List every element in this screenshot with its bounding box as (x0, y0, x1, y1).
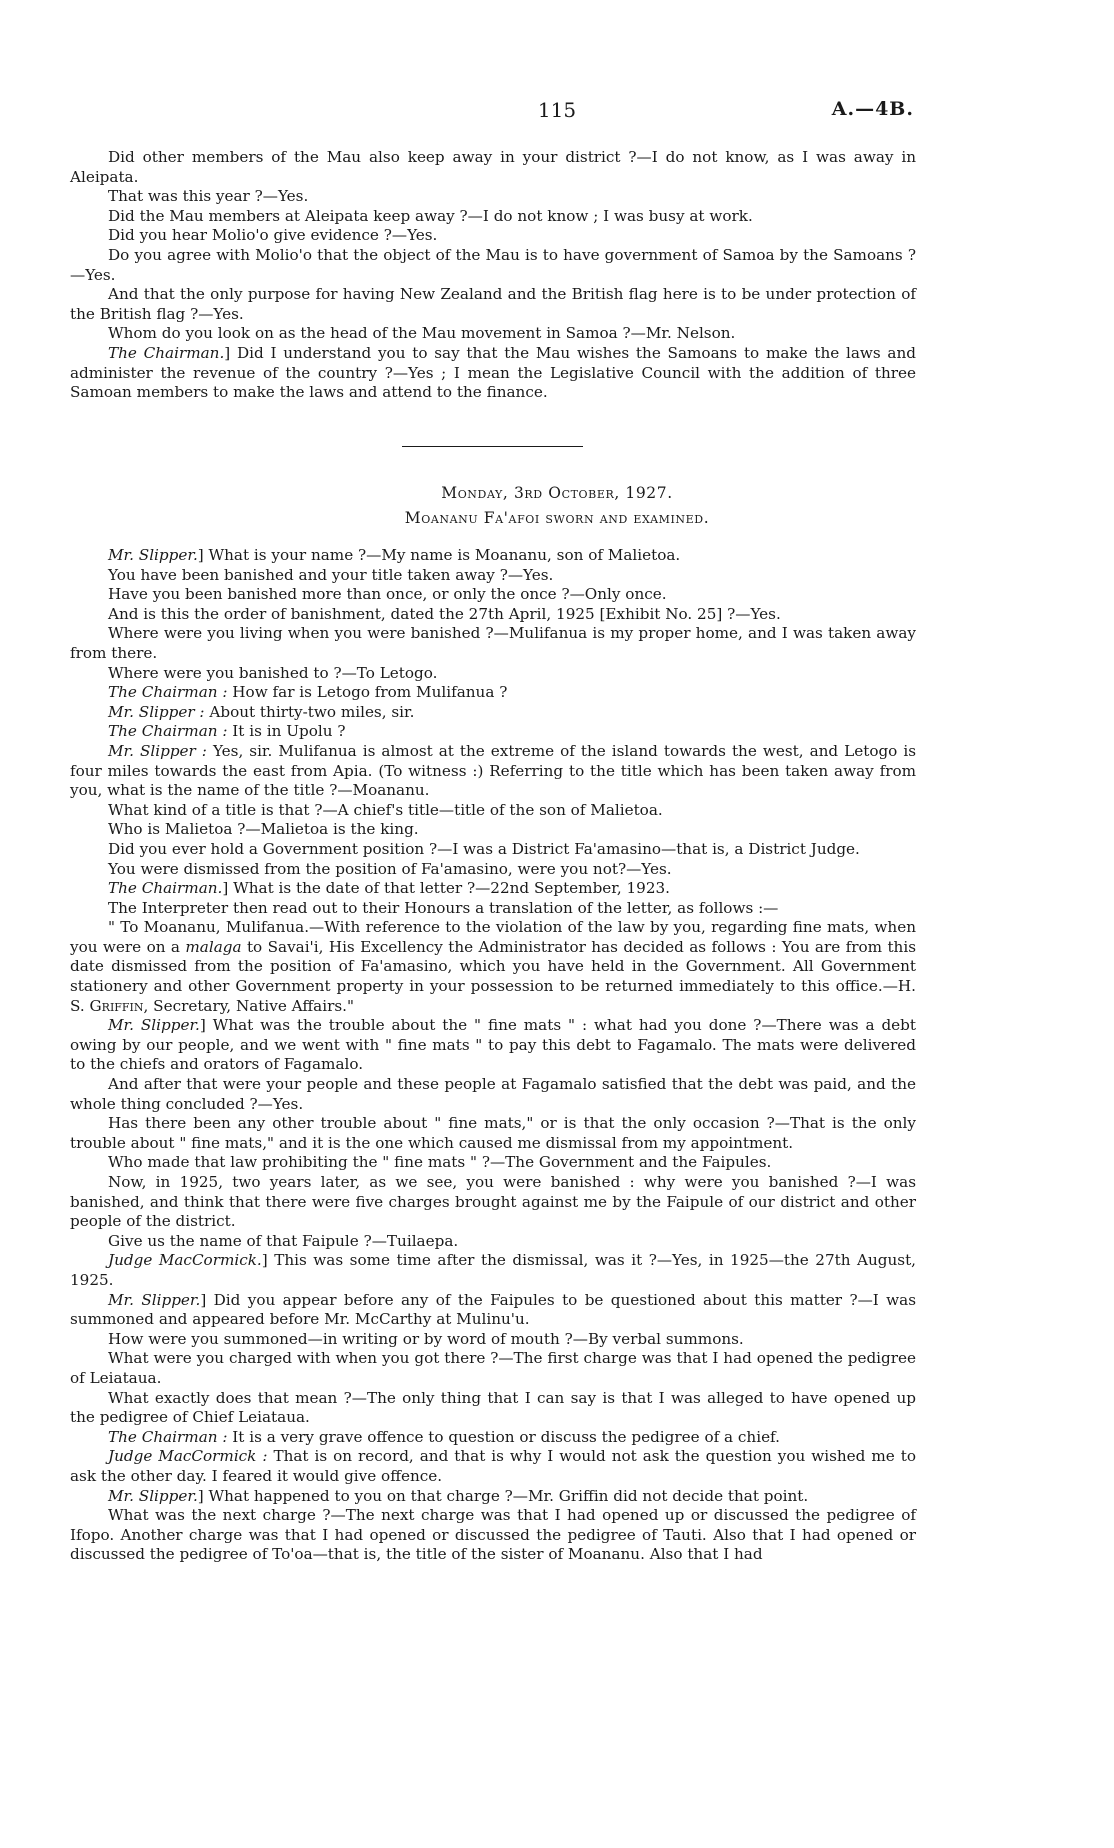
paragraph (70, 624, 916, 663)
paragraph-text: ] Did you appear before any of the Faipules to be questioned about this matter ?—I was summoned and appeared before Mr. McCarthy at Mulinu'u. (70, 1290, 917, 1329)
paragraph (70, 860, 916, 880)
paragraph (70, 546, 916, 566)
paragraph: That was this year ?—Yes. (108, 187, 309, 206)
speaker-name: Mr. Slipper. (108, 546, 198, 564)
paragraph-text: Yes, sir. Mulifanua is almost at the extreme of the island towards the west, and Letogo is four miles towards the east from Apia. (To witness :) Referring to the title which has been taken away from you, what is the name of the title ?—Moananu. (70, 741, 916, 800)
paragraph (70, 742, 916, 801)
paragraph (70, 1016, 916, 1075)
paragraph (70, 605, 916, 625)
speaker-name: Judge MacCormick. (108, 1251, 262, 1270)
speaker-name: The Chairman : (108, 1427, 228, 1446)
paragraph (70, 1428, 916, 1448)
paragraph (70, 1506, 916, 1565)
paragraph-text: It is a very grave offence to question or discuss the pedigree of a chief. (227, 1427, 780, 1446)
speaker-name: The Chairman. (108, 879, 223, 898)
paragraph-text: ] What is your name ?—My name is Moananu, son of Malietoa. (197, 546, 681, 564)
letter-malaga: malaga (185, 937, 242, 956)
paragraph (70, 722, 916, 742)
page-header (0, 98, 1114, 122)
paragraph (70, 1114, 916, 1153)
paragraph: Do you agree with Molio'o that the object of the Mau is to have government of Samoa by the Samoans ?—Yes. (70, 245, 916, 284)
paragraph (70, 1291, 916, 1330)
paragraph (70, 585, 916, 605)
paragraph-text: What exactly does that mean ?—The only thing that I can say is that I was alleged to have opened up the pedigree of Chief Leiataua. (70, 1388, 916, 1427)
paragraph-text: Give us the name of that Faipule ?—Tuilaepa. (108, 1231, 459, 1250)
paragraph (70, 1447, 916, 1486)
paragraph-text: About thirty-two miles, sir. (204, 702, 415, 721)
letter-text: , Secretary, Native Affairs." (143, 996, 354, 1015)
letter-text: " To Moananu, Mulifanua.—With reference to the violation of the law by you, regarding fine mats, when you were on a (70, 918, 916, 956)
paragraph: Did other members of the Mau also keep away in your district ?—I do not know, as I was away in Aleipata. (70, 148, 916, 186)
paragraph-text: ] What was the trouble about the " fine mats " : what had you done ?—There was a debt owing by our people, and we went with " fine mats " to pay this debt to Fagamalo. The mats were delivered to the chiefs and orators of Fagamalo. (70, 1016, 916, 1074)
paragraph-text: It is in Upolu ? (227, 722, 346, 741)
paragraph-text: Who made that law prohibiting the " fine mats " ?—The Government and the Faipules. (108, 1153, 772, 1172)
paragraph (70, 1232, 916, 1252)
paragraph-text: Have you been banished more than once, or only the once ?—Only once. (108, 585, 667, 604)
paragraph (70, 1487, 916, 1507)
paragraph (70, 1251, 916, 1290)
paragraph (70, 1075, 916, 1114)
paragraph (70, 1153, 916, 1173)
speaker-name: Mr. Slipper : (108, 741, 207, 760)
paragraph-text: Now, in 1925, two years later, as we see, you were banished : why were you banished ?—I was banished, and think that there were five charges brought against me by the Faipule of our district and other people of the district. (70, 1173, 916, 1231)
paragraph (70, 899, 916, 919)
paragraph-text: You were dismissed from the position of Fa'amasino, were you not?—Yes. (108, 859, 672, 878)
document-reference: A.—4B. (831, 98, 914, 120)
paragraph (70, 683, 916, 703)
paragraph-text: The Interpreter then read out to their Honours a translation of the letter, as follows :— (108, 898, 779, 917)
speaker-name: The Chairman. (108, 343, 225, 362)
paragraph-text: Who is Malietoa ?—Malietoa is the king. (108, 820, 419, 839)
paragraph: Did the Mau members at Aleipata keep away ?—I do not know ; I was busy at work. (108, 206, 753, 225)
paragraph-text: How were you summoned—in writing or by word of mouth ?—By verbal summons. (108, 1329, 744, 1348)
paragraph (70, 840, 916, 860)
paragraph: And that the only purpose for having New Zealand and the British flag here is to be under protection of the British flag ?—Yes. (70, 285, 916, 323)
paragraph-text: That is on record, and that is why I would not ask the question you wished me to ask the other day. I feared it would give offence. (70, 1447, 916, 1485)
paragraph-text: Has there been any other trouble about " fine mats," or is that the only occasion ?—That is the only trouble about " fine mats," and it is the one which caused me dismissal from my appointment. (70, 1114, 916, 1152)
paragraph (70, 703, 916, 723)
paragraph-text: You have been banished and your title taken away ?—Yes. (108, 565, 554, 584)
paragraph-text: Did you ever hold a Government position ?—I was a District Fa'amasino—that is, a District Judge. (108, 839, 860, 858)
paragraph-text: What were you charged with when you got there ?—The first charge was that I had opened the pedigree of Leiataua. (70, 1349, 916, 1387)
paragraph: Did you hear Molio'o give evidence ?—Yes. (108, 226, 438, 245)
paragraph-text: What was the next charge ?—The next charge was that I had opened up or discussed the pedigree of Ifopo. Another charge was that I had opened or discussed the pedigree of Tauti. Also that I had opened or discussed the pedigree of To'oa—that is, the title of the sister of Moananu. Also that I had (70, 1506, 916, 1564)
paragraph (70, 1173, 916, 1232)
paragraph (70, 1349, 916, 1388)
paragraph-text: What kind of a title is that ?—A chief's title—title of the son of Malietoa. (108, 800, 663, 819)
paragraph (70, 344, 916, 403)
paragraph (70, 1330, 916, 1350)
witness-heading: Moananu Fa'afoi sworn and examined. (404, 509, 710, 527)
speaker-name: The Chairman : (108, 683, 228, 702)
paragraph (70, 820, 916, 840)
paragraph-text: ] This was some time after the dismissal, was it ?—Yes, in 1925—the 27th August, 1925. (70, 1251, 917, 1289)
speaker-name: Mr. Slipper. (108, 1016, 200, 1035)
speaker-name: Mr. Slipper. (108, 1290, 201, 1309)
section-divider (402, 446, 583, 447)
paragraph-text: ] What is the date of that letter ?—22nd September, 1923. (222, 879, 670, 898)
paragraph-text: And after that were your people and these people at Fagamalo satisfied that the debt was paid, and the whole thing concluded ?—Yes. (70, 1075, 916, 1113)
testimony-section-1 (70, 148, 916, 403)
speaker-name: Judge MacCormick : (108, 1447, 268, 1466)
paragraph-text: Where were you living when you were banished ?—Mulifanua is my proper home, and I was taken away from there. (70, 624, 916, 662)
speaker-name: Mr. Slipper : (108, 702, 205, 721)
speaker-name: The Chairman : (108, 722, 228, 741)
paragraph-text: ] Did I understand you to say that the Mau wishes the Samoans to make the laws and administer the revenue of the country ?—Yes ; I mean the Legislative Council with the addition of three Samoan members to make the laws and attend to the finance. (70, 343, 916, 402)
quoted-letter (70, 918, 916, 1016)
paragraph-text: How far is Letogo from Mulifanua ? (227, 683, 508, 702)
paragraph: Whom do you look on as the head of the Mau movement in Samoa ?—Mr. Nelson. (108, 324, 736, 343)
session-date-heading: Monday, 3rd October, 1927. (441, 484, 673, 502)
paragraph (70, 566, 916, 586)
paragraph (70, 879, 916, 899)
letter-text: to Savai'i, His Excellency the Administrator has decided as follows : You are from this date dismissed from the position of Fa'amasino, which you have held in the Government. All Government stationery and other Government property in your possession to be returned immediately to this office.—H. S. (70, 937, 916, 1015)
speaker-name: Mr. Slipper. (108, 1486, 198, 1505)
paragraph (70, 1389, 916, 1428)
letter-signer: Griffin (89, 996, 144, 1015)
page-number: 115 (537, 98, 577, 122)
paragraph-text: ] What happened to you on that charge ?—Mr. Griffin did not decide that point. (197, 1486, 809, 1505)
paragraph-text: And is this the order of banishment, dated the 27th April, 1925 [Exhibit No. 25] ?—Yes. (108, 604, 781, 623)
paragraph (70, 801, 916, 821)
testimony-section-2 (70, 546, 916, 1565)
paragraph-text: Where were you banished to ?—To Letogo. (108, 663, 438, 682)
paragraph (70, 664, 916, 684)
